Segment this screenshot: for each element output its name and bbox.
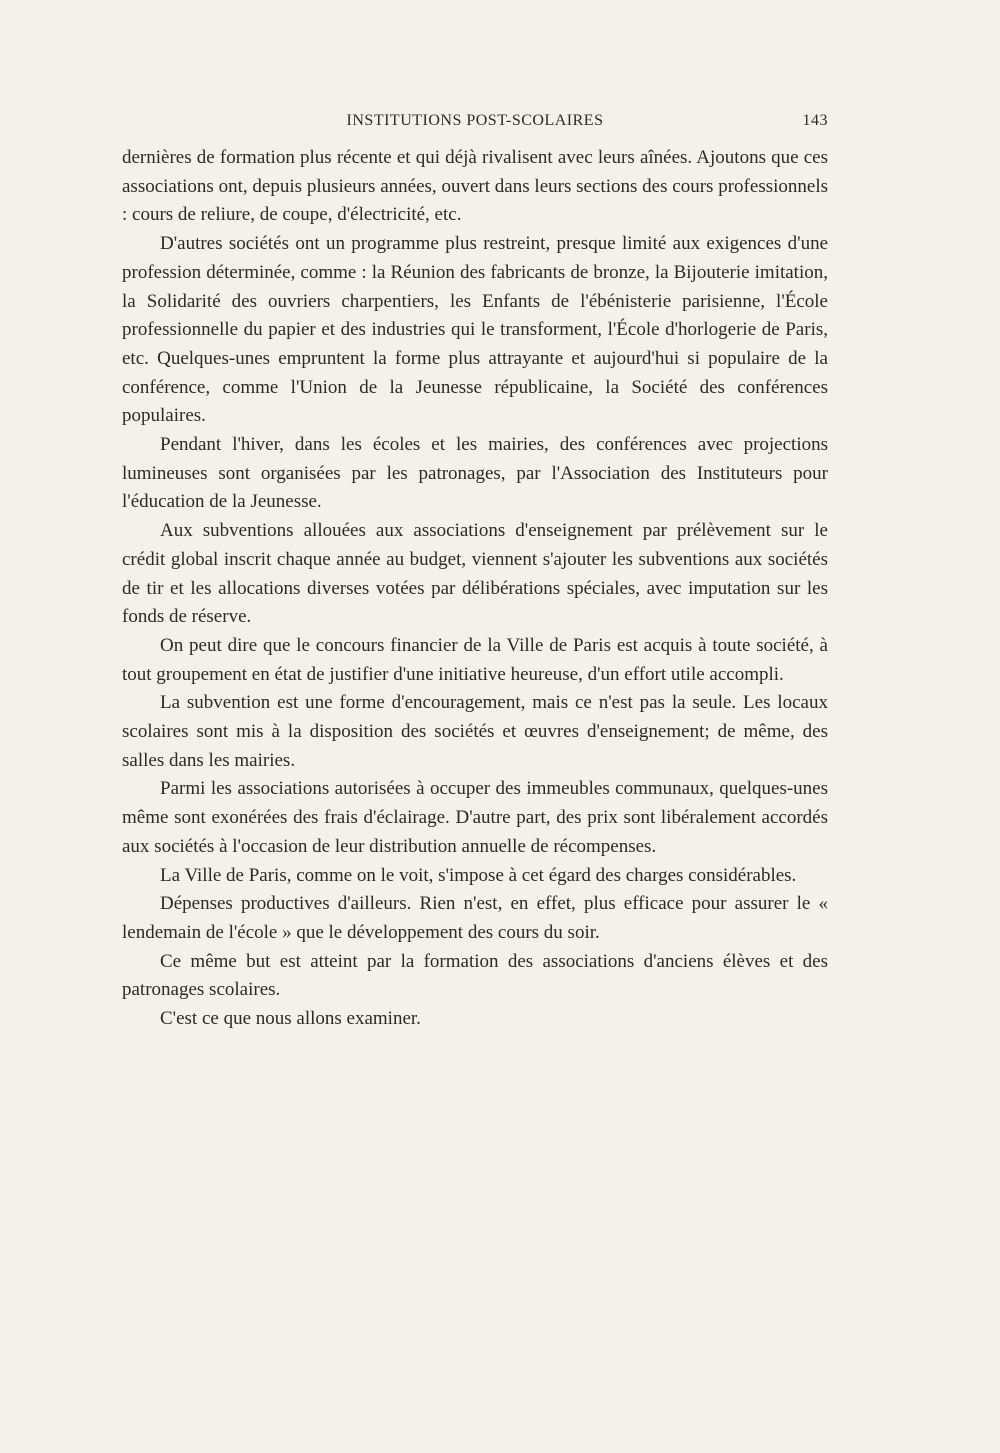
paragraph-5: On peut dire que le concours financier de la Ville de Paris est acquis à toute société, à tout groupement en état de justifier d'une initiative heureuse, d'un effort utile accompli. xyxy=(122,634,828,685)
running-title: INSTITUTIONS POST-SCOLAIRES xyxy=(346,112,604,129)
paragraph-9: Dépenses productives d'ailleurs. Rien n'est, en effet, plus efficace pour assurer le « lendemain de l'école » que le développement des cours du soir. xyxy=(122,893,828,943)
paragraph-2: D'autres sociétés ont un programme plus restreint, presque limité aux exigences d'une profession déterminée, comme : la Réunion des fabricants de bronze, la Bijouterie imitation, la Solidarité des ouvriers charpentiers, les Enfants de l'ébénisterie parisienne, l'École professionnelle du papier et des industries qui le transforment, l'École d'horlogerie de Paris, etc. Quelques-unes empruntent la forme plus attrayante et aujourd'hui si populaire de la conférence, comme l'Union de la Jeunesse républicaine, la Société des conférences populaires. xyxy=(122,233,828,427)
running-head xyxy=(122,112,828,140)
paragraph-8: La Ville de Paris, comme on le voit, s'impose à cet égard des charges considérables. xyxy=(160,864,797,886)
paragraph-1: dernières de formation plus récente et qui déjà rivalisent avec leurs aînées. Ajoutons que ces associations ont, depuis plusieurs années, ouvert dans leurs sections des cours professionnels : cours de reliure, de coupe, d'électricité, etc. xyxy=(122,147,828,226)
paragraph-7: Parmi les associations autorisées à occuper des immeubles communaux, quelques-unes même sont exonérées des frais d'éclairage. D'autre part, des prix sont libéralement accordés aux sociétés à l'occasion de leur distribution annuelle de récompenses. xyxy=(122,778,828,857)
page-number: 143 xyxy=(802,112,828,129)
paragraph-4: Aux subventions allouées aux associations d'enseignement par prélèvement sur le crédit global inscrit chaque année au budget, viennent s'ajouter les subventions aux sociétés de tir et les allocations diverses votées par délibérations spéciales, avec imputation sur les fonds de réserve. xyxy=(122,520,828,628)
paragraph-6: La subvention est une forme d'encouragement, mais ce n'est pas la seule. Les locaux scolaires sont mis à la disposition des sociétés et œuvres d'enseignement; de même, des salles dans les mairies. xyxy=(122,692,828,771)
body-text xyxy=(122,144,828,1034)
paragraph-3: Pendant l'hiver, dans les écoles et les mairies, des conférences avec projections lumineuses sont organisées par les patronages, par l'Association des Instituteurs pour l'éducation de la Jeunesse. xyxy=(122,434,828,513)
paragraph-11: C'est ce que nous allons examiner. xyxy=(160,1008,421,1030)
paragraph-10: Ce même but est atteint par la formation des associations d'anciens élèves et des patronages scolaires. xyxy=(122,950,828,1001)
